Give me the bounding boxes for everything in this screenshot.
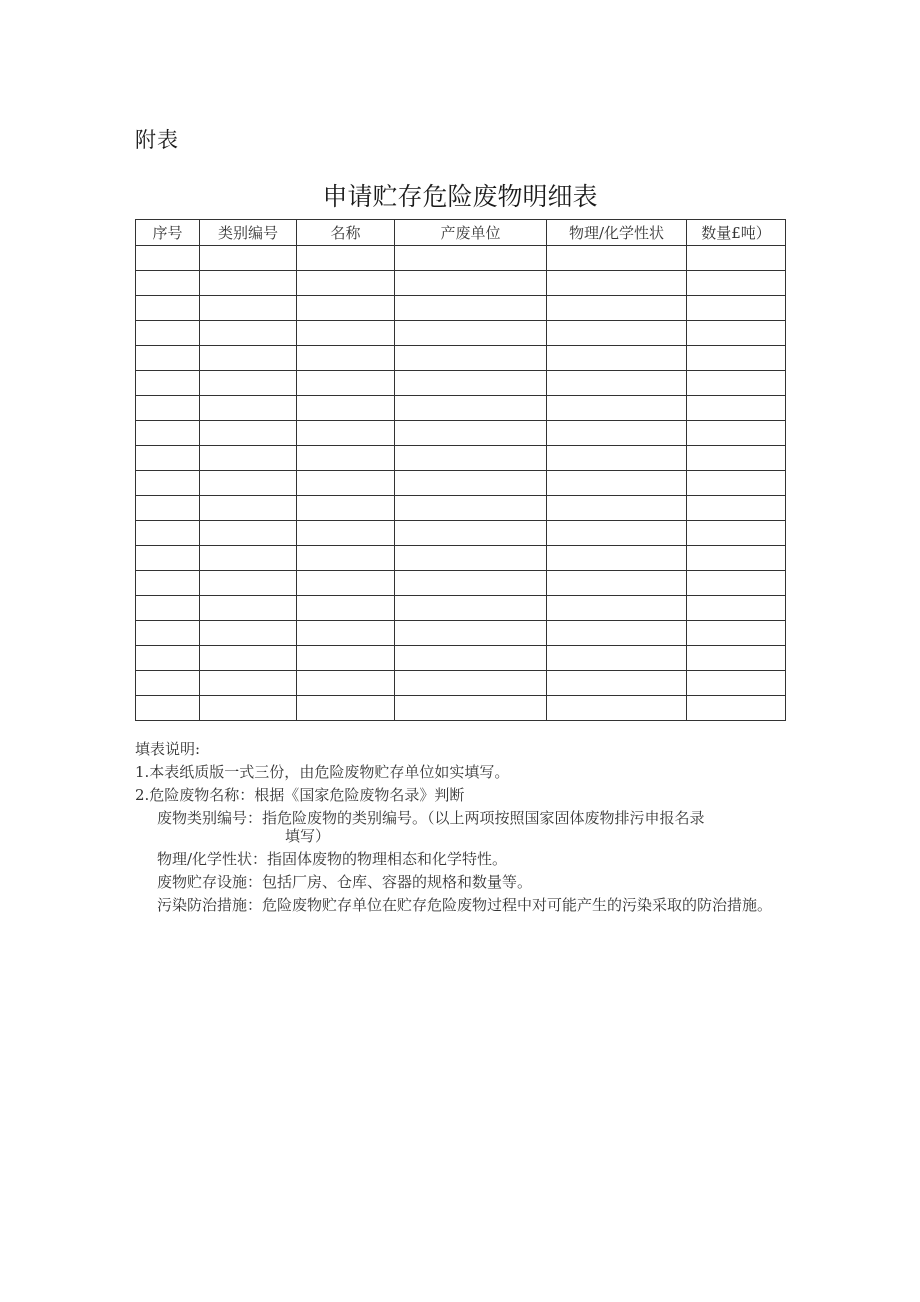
table-row bbox=[136, 621, 786, 646]
table-row bbox=[136, 521, 786, 546]
table-cell[interactable] bbox=[200, 546, 297, 571]
table-cell[interactable] bbox=[297, 446, 395, 471]
page-title: 申请贮存危险废物明细表 bbox=[322, 182, 598, 211]
table-cell[interactable] bbox=[297, 571, 395, 596]
table-cell[interactable] bbox=[200, 646, 297, 671]
note-pollution-text: 危险废物贮存单位在贮存危险废物过程中对可能产生的污染采取的防治措施。 bbox=[262, 896, 773, 914]
table-row bbox=[136, 696, 786, 721]
table-cell[interactable] bbox=[687, 421, 786, 446]
table-cell[interactable] bbox=[200, 246, 297, 271]
table-cell[interactable] bbox=[200, 296, 297, 321]
note-category-continued: 填写） bbox=[285, 827, 331, 845]
table-cell[interactable] bbox=[297, 346, 395, 371]
header-name: 名称 bbox=[297, 220, 395, 246]
table-cell[interactable] bbox=[297, 621, 395, 646]
table-cell[interactable] bbox=[395, 496, 547, 521]
table-cell[interactable] bbox=[547, 646, 687, 671]
table-cell[interactable] bbox=[687, 246, 786, 271]
table-cell[interactable] bbox=[395, 671, 547, 696]
table-row bbox=[136, 271, 786, 296]
table-cell[interactable] bbox=[547, 496, 687, 521]
table-row bbox=[136, 571, 786, 596]
table-row bbox=[136, 246, 786, 271]
table-cell[interactable] bbox=[687, 471, 786, 496]
table-cell[interactable] bbox=[687, 296, 786, 321]
table-cell[interactable] bbox=[547, 271, 687, 296]
table-row bbox=[136, 671, 786, 696]
table-cell[interactable] bbox=[136, 496, 200, 521]
table-cell[interactable] bbox=[136, 371, 200, 396]
table-cell[interactable] bbox=[297, 671, 395, 696]
table-cell[interactable] bbox=[687, 271, 786, 296]
table-cell[interactable] bbox=[687, 671, 786, 696]
table-cell[interactable] bbox=[547, 346, 687, 371]
table-cell[interactable] bbox=[136, 671, 200, 696]
header-category-code: 类别编号 bbox=[200, 220, 297, 246]
table-cell[interactable] bbox=[136, 271, 200, 296]
table-cell[interactable] bbox=[136, 596, 200, 621]
table-cell[interactable] bbox=[136, 546, 200, 571]
table-cell[interactable] bbox=[547, 296, 687, 321]
header-producer: 产废单位 bbox=[395, 220, 547, 246]
table-cell[interactable] bbox=[687, 446, 786, 471]
table-cell[interactable] bbox=[200, 321, 297, 346]
header-properties: 物理/化学性状 bbox=[547, 220, 687, 246]
note-pollution bbox=[135, 894, 795, 917]
table-cell[interactable] bbox=[395, 646, 547, 671]
table-cell[interactable] bbox=[136, 621, 200, 646]
table-cell[interactable] bbox=[297, 471, 395, 496]
table-cell[interactable] bbox=[687, 396, 786, 421]
table-row bbox=[136, 296, 786, 321]
table-cell[interactable] bbox=[200, 271, 297, 296]
table-cell[interactable] bbox=[687, 321, 786, 346]
table-cell[interactable] bbox=[395, 471, 547, 496]
table-cell[interactable] bbox=[395, 571, 547, 596]
table-cell[interactable] bbox=[200, 421, 297, 446]
table-cell[interactable] bbox=[687, 596, 786, 621]
table-cell[interactable] bbox=[297, 546, 395, 571]
table-cell[interactable] bbox=[687, 696, 786, 721]
table-cell[interactable] bbox=[136, 396, 200, 421]
table-cell[interactable] bbox=[547, 471, 687, 496]
table-cell[interactable] bbox=[395, 246, 547, 271]
table-cell[interactable] bbox=[547, 371, 687, 396]
table-cell[interactable] bbox=[200, 396, 297, 421]
header-quantity: 数量£吨） bbox=[687, 220, 786, 246]
table-body bbox=[136, 246, 786, 721]
table-cell[interactable] bbox=[136, 421, 200, 446]
table-cell[interactable] bbox=[200, 571, 297, 596]
table-row bbox=[136, 496, 786, 521]
table-row bbox=[136, 546, 786, 571]
table-cell[interactable] bbox=[395, 621, 547, 646]
table-cell[interactable] bbox=[200, 671, 297, 696]
table-cell[interactable] bbox=[395, 521, 547, 546]
table-cell[interactable] bbox=[547, 696, 687, 721]
table-cell[interactable] bbox=[297, 321, 395, 346]
table-cell[interactable] bbox=[547, 246, 687, 271]
notes-title: 填表说明: bbox=[135, 740, 201, 758]
table-cell[interactable] bbox=[687, 496, 786, 521]
note-property: 物理/化学性状：指固体废物的物理相态和化学特性。 bbox=[157, 850, 508, 868]
table-cell[interactable] bbox=[547, 571, 687, 596]
table-cell[interactable] bbox=[297, 371, 395, 396]
table-cell[interactable] bbox=[297, 521, 395, 546]
table-cell[interactable] bbox=[136, 296, 200, 321]
table-cell[interactable] bbox=[297, 396, 395, 421]
table-cell[interactable] bbox=[547, 596, 687, 621]
table-cell[interactable] bbox=[200, 521, 297, 546]
table-cell[interactable] bbox=[395, 446, 547, 471]
table-cell[interactable] bbox=[547, 521, 687, 546]
table-row bbox=[136, 596, 786, 621]
table-row bbox=[136, 421, 786, 446]
table-cell[interactable] bbox=[687, 571, 786, 596]
filling-instructions bbox=[135, 738, 795, 917]
table-header-row bbox=[136, 220, 786, 246]
table-cell[interactable] bbox=[200, 371, 297, 396]
table-cell[interactable] bbox=[297, 496, 395, 521]
table-cell[interactable] bbox=[136, 471, 200, 496]
note-pollution-label: 污染防治措施： bbox=[157, 896, 263, 914]
table-cell[interactable] bbox=[547, 446, 687, 471]
table-row bbox=[136, 471, 786, 496]
table-cell[interactable] bbox=[547, 421, 687, 446]
table-cell[interactable] bbox=[547, 321, 687, 346]
note-item-2: 2.危险废物名称：根据《国家危险废物名录》判断 bbox=[135, 786, 465, 804]
table-cell[interactable] bbox=[136, 696, 200, 721]
table-cell[interactable] bbox=[200, 696, 297, 721]
table-cell[interactable] bbox=[200, 596, 297, 621]
table-cell[interactable] bbox=[297, 246, 395, 271]
table-cell[interactable] bbox=[687, 346, 786, 371]
table-cell[interactable] bbox=[547, 621, 687, 646]
table-cell[interactable] bbox=[395, 696, 547, 721]
table-row bbox=[136, 446, 786, 471]
note-item-1: 1.本表纸质版一式三份，由危险废物贮存单位如实填写。 bbox=[135, 763, 510, 781]
table-cell[interactable] bbox=[200, 446, 297, 471]
table-cell[interactable] bbox=[136, 346, 200, 371]
table-cell[interactable] bbox=[395, 371, 547, 396]
table-cell[interactable] bbox=[136, 246, 200, 271]
table-cell[interactable] bbox=[547, 396, 687, 421]
table-cell[interactable] bbox=[136, 321, 200, 346]
table-cell[interactable] bbox=[200, 471, 297, 496]
table-cell[interactable] bbox=[687, 621, 786, 646]
header-serial: 序号 bbox=[136, 220, 200, 246]
note-category-label: 废物类别编号： bbox=[157, 809, 263, 827]
table-cell[interactable] bbox=[136, 446, 200, 471]
table-cell[interactable] bbox=[395, 346, 547, 371]
table-row bbox=[136, 346, 786, 371]
table-cell[interactable] bbox=[395, 421, 547, 446]
table-cell[interactable] bbox=[297, 696, 395, 721]
table-row bbox=[136, 646, 786, 671]
table-cell[interactable] bbox=[395, 296, 547, 321]
table-cell[interactable] bbox=[297, 596, 395, 621]
table-cell[interactable] bbox=[297, 296, 395, 321]
table-row bbox=[136, 321, 786, 346]
table-cell[interactable] bbox=[395, 321, 547, 346]
note-facility: 废物贮存设施：包括厂房、仓库、容器的规格和数量等。 bbox=[157, 873, 533, 891]
waste-detail-table bbox=[135, 219, 786, 721]
table-cell[interactable] bbox=[297, 421, 395, 446]
table-cell[interactable] bbox=[395, 271, 547, 296]
table-cell[interactable] bbox=[297, 271, 395, 296]
note-category-code bbox=[135, 807, 795, 830]
table-cell[interactable] bbox=[687, 646, 786, 671]
table-cell[interactable] bbox=[547, 671, 687, 696]
table-row bbox=[136, 371, 786, 396]
table-cell[interactable] bbox=[200, 621, 297, 646]
table-cell[interactable] bbox=[687, 546, 786, 571]
table-cell[interactable] bbox=[136, 571, 200, 596]
table-cell[interactable] bbox=[687, 371, 786, 396]
table-cell[interactable] bbox=[200, 346, 297, 371]
table-cell[interactable] bbox=[395, 596, 547, 621]
table-cell[interactable] bbox=[136, 646, 200, 671]
table-cell[interactable] bbox=[136, 521, 200, 546]
table-cell[interactable] bbox=[297, 646, 395, 671]
appendix-label: 附表 bbox=[135, 128, 179, 152]
table-cell[interactable] bbox=[687, 521, 786, 546]
table-cell[interactable] bbox=[200, 496, 297, 521]
table-cell[interactable] bbox=[547, 546, 687, 571]
note-category-text: 指危险废物的类别编号。（以上两项按照国家固体废物排污申报名录 bbox=[262, 809, 705, 827]
table-row bbox=[136, 396, 786, 421]
table-cell[interactable] bbox=[395, 396, 547, 421]
table-cell[interactable] bbox=[395, 546, 547, 571]
